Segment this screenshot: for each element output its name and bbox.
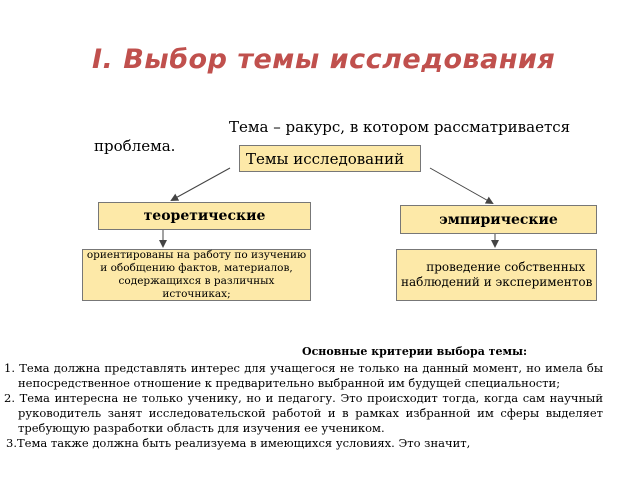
empirical-description-box — [396, 249, 597, 301]
empirical-description-text — [401, 260, 592, 290]
intro-text-line1: Тема – ракурс, в котором рассматривается — [229, 118, 571, 136]
arrow-root-to-empirical — [430, 168, 492, 203]
slide-title: I. Выбор темы исследования — [92, 44, 556, 75]
root-node-box — [239, 145, 421, 172]
empirical-description-line2: наблюдений и экспериментов — [401, 275, 593, 289]
theoretical-node-label: теоретические — [143, 208, 266, 224]
theoretical-node-box — [98, 202, 311, 230]
empirical-description-line1: проведение собственных — [426, 260, 586, 274]
criteria-item: 3.Тема также должна быть реализуема в имеющихся условиях. Это значит, — [6, 436, 471, 450]
theoretical-description-text: ориентированы на работу по изучению и обобщению фактов, материалов, содержащихся в различных источниках; — [86, 248, 307, 301]
theoretical-description-box — [82, 249, 311, 301]
empirical-node-label: эмпирические — [439, 211, 558, 228]
intro-text-line2: проблема. — [94, 137, 176, 155]
criteria-heading: Основные критерии выбора темы: — [302, 345, 528, 358]
criteria-item: 1. Тема должна представлять интерес для учащегося не только на данный момент, но имела бы непосредственное отношение к предварительно выбранной им будущей специальности; — [4, 361, 603, 390]
empirical-node-box — [400, 205, 597, 234]
arrow-root-to-theoretical — [172, 168, 230, 200]
criteria-item: 2. Тема интересна не только ученику, но и педагогу. Это происходит тогда, когда сам научный руководитель занят исследовательской работой и в рамках избранной им сферы выделяет требующую разработки область для изучения ее учеником. — [4, 391, 603, 435]
criteria-list — [0, 361, 603, 451]
root-node-label: Темы исследований — [246, 149, 405, 168]
